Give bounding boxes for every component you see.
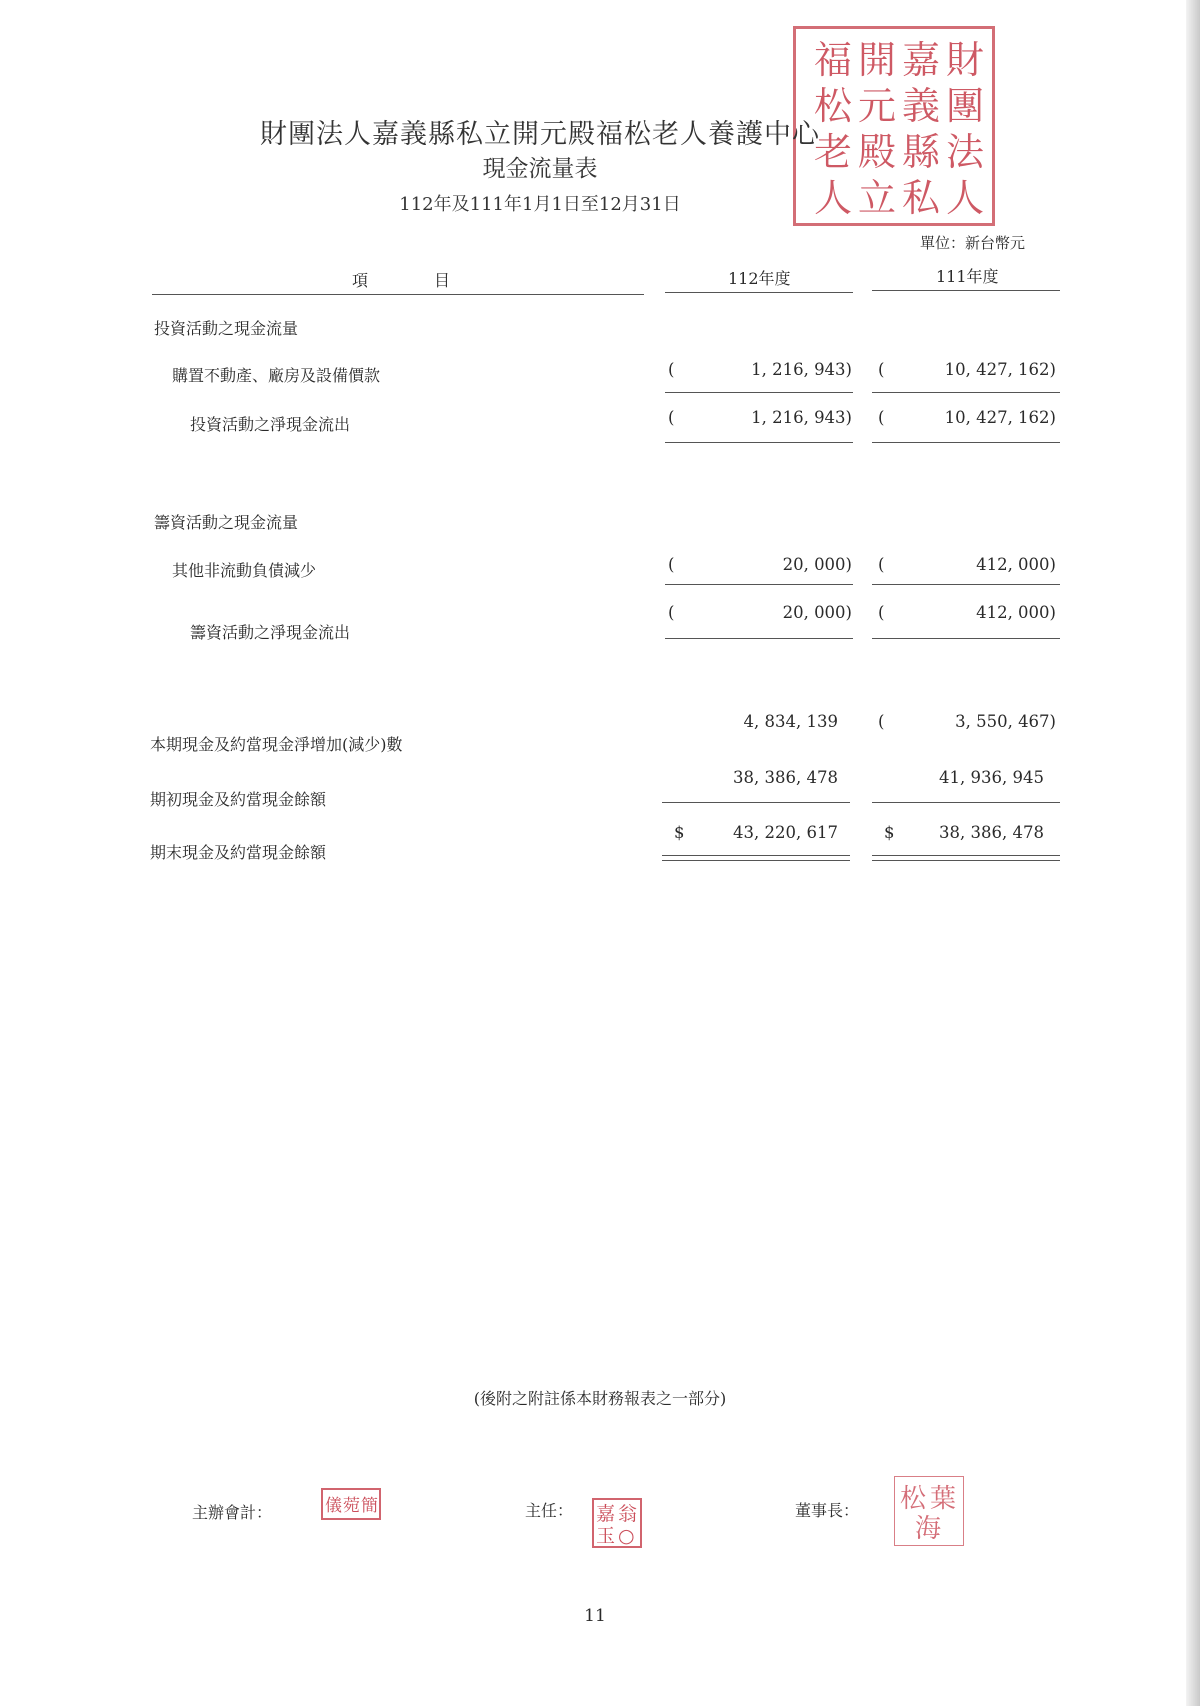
purchase-prior-value: 10, 427, 162) (944, 360, 1056, 379)
purchase-rule-current (665, 392, 853, 393)
svg-text:○: ○ (618, 1525, 635, 1546)
svg-text:海: 海 (915, 1514, 942, 1543)
beginning-rule-prior (872, 802, 1060, 803)
beginning-balance-label: 期初現金及約當現金餘額 (150, 790, 327, 809)
beginning-prior-value: 41, 936, 945 (939, 768, 1044, 787)
net-change-label: 本期現金及約當現金淨增加(減少)數 (150, 735, 403, 754)
svg-text:菀: 菀 (343, 1496, 360, 1516)
financing-net-rule-prior (872, 638, 1060, 639)
investing-net-current-value: 1, 216, 943) (751, 408, 852, 427)
svg-text:翁: 翁 (618, 1503, 638, 1525)
statement-title: 現金流量表 (482, 156, 598, 182)
financing-net-prior-value: 412, 000) (976, 603, 1056, 622)
net-change-prior-open-paren: ( (878, 712, 885, 731)
financing-net-prior-open-paren: ( (878, 603, 885, 622)
purchase-current-open-paren: ( (668, 360, 675, 379)
ending-current-dollar: $ (674, 823, 685, 842)
header-rule-item (152, 294, 644, 295)
svg-text:儀: 儀 (325, 1496, 342, 1516)
ending-double-rule-current (662, 855, 850, 861)
investing-net-prior-open-paren: ( (878, 408, 885, 427)
header-rule-prior (872, 290, 1060, 291)
accountant-seal (321, 1488, 381, 1520)
other-rule-current (665, 584, 853, 585)
financing-heading: 籌資活動之現金流量 (154, 513, 299, 532)
svg-text:縣: 縣 (902, 130, 941, 174)
header-rule-current (665, 292, 853, 293)
purchase-rule-prior (872, 392, 1060, 393)
investing-heading: 投資活動之現金流量 (154, 319, 299, 338)
ending-prior-dollar: $ (884, 823, 895, 842)
svg-text:松: 松 (814, 84, 853, 128)
chairman-label: 董事長： (795, 1501, 860, 1520)
col-item-char-2: 目 (434, 271, 451, 290)
other-prior-value: 412, 000) (976, 555, 1056, 574)
net-change-prior-value: 3, 550, 467) (955, 712, 1056, 731)
financing-net-rule-current (665, 638, 853, 639)
svg-text:殿: 殿 (858, 130, 897, 174)
investing-net-current-open-paren: ( (668, 408, 675, 427)
svg-text:開: 開 (858, 38, 897, 82)
col-item-char-1: 項 (352, 271, 369, 290)
svg-text:老: 老 (814, 130, 853, 174)
beginning-rule-current (662, 802, 850, 803)
statement-period: 112年及111年1月1日至12月31日 (399, 194, 681, 215)
investing-net-rule-prior (872, 442, 1060, 443)
accountant-label: 主辦會計： (192, 1503, 273, 1522)
currency-unit: 單位：新台幣元 (920, 234, 1026, 252)
net-change-current-value: 4, 834, 139 (743, 712, 838, 731)
svg-text:元: 元 (858, 84, 897, 128)
col-prior-year: 111年度 (936, 267, 999, 286)
svg-text:團: 團 (946, 84, 985, 128)
director-label: 主任： (525, 1501, 574, 1520)
ending-double-rule-prior (872, 855, 1060, 861)
svg-text:松: 松 (900, 1484, 927, 1514)
purchase-prior-open-paren: ( (878, 360, 885, 379)
purchase-current-value: 1, 216, 943) (751, 360, 852, 379)
svg-text:立: 立 (858, 176, 897, 220)
investing-net-label: 投資活動之淨現金流出 (190, 415, 351, 434)
purchase-label: 購置不動產、廠房及設備價款 (172, 366, 381, 385)
other-rule-prior (872, 584, 1060, 585)
svg-text:嘉: 嘉 (902, 38, 941, 82)
director-seal (592, 1498, 642, 1548)
ending-balance-label: 期末現金及約當現金餘額 (150, 843, 327, 862)
organization-title: 財團法人嘉義縣私立開元殿福松老人養護中心 (260, 119, 820, 150)
financing-net-current-value: 20, 000) (782, 603, 852, 622)
chairman-seal (894, 1476, 964, 1546)
svg-text:財: 財 (946, 38, 985, 82)
financing-net-label: 籌資活動之淨現金流出 (190, 623, 351, 642)
svg-text:嘉: 嘉 (596, 1503, 616, 1525)
svg-text:玉: 玉 (596, 1525, 616, 1546)
financing-net-current-open-paren: ( (668, 603, 675, 622)
other-prior-open-paren: ( (878, 555, 885, 574)
svg-text:簡: 簡 (361, 1496, 378, 1516)
other-current-open-paren: ( (668, 555, 675, 574)
investing-net-prior-value: 10, 427, 162) (944, 408, 1056, 427)
ending-prior-value: 38, 386, 478 (939, 823, 1044, 842)
scan-edge (1186, 0, 1200, 1706)
svg-text:私: 私 (902, 176, 941, 220)
page-number: 11 (584, 1606, 606, 1626)
svg-text:葉: 葉 (930, 1484, 957, 1514)
ending-current-value: 43, 220, 617 (733, 823, 838, 842)
other-current-value: 20, 000) (782, 555, 852, 574)
organization-seal (793, 26, 995, 226)
svg-text:人: 人 (946, 176, 985, 220)
footnote: (後附之附註係本財務報表之一部分) (473, 1389, 727, 1408)
investing-net-rule-current (665, 442, 853, 443)
svg-text:人: 人 (814, 176, 853, 220)
beginning-current-value: 38, 386, 478 (733, 768, 838, 787)
svg-text:義: 義 (902, 84, 941, 128)
svg-text:福: 福 (814, 38, 853, 82)
other-liabilities-label: 其他非流動負債減少 (172, 561, 317, 580)
col-current-year: 112年度 (728, 269, 791, 288)
svg-text:法: 法 (946, 130, 985, 174)
